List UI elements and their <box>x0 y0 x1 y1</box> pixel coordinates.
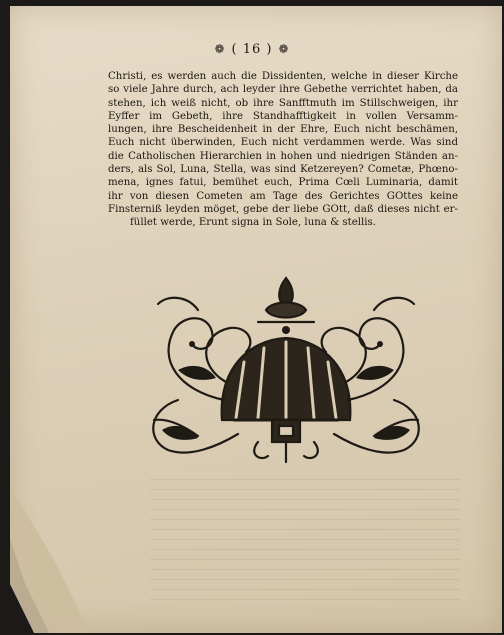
right-ornament-icon: ❁ <box>278 42 290 56</box>
text-line: Christi, es werden auch die Dissidenten, welche in dieser Kirche <box>108 71 458 82</box>
shell-ornament-icon <box>138 270 434 465</box>
text-line: Finsterniß leyden möget, gebe der liebe GOtt, daß dieses nicht er- <box>108 203 458 215</box>
body-text <box>108 70 458 230</box>
page-number: ( 16 ) <box>231 42 273 57</box>
text-line: stehen, ich weiß nicht, ob ihre Sanfftmuth im Stillschweigen, ihr <box>108 97 458 109</box>
bleed-through-text <box>150 470 460 600</box>
text-line: ders, als Sol, Luna, Stella, was sind Ketzereyen? Cometæ, Phœno- <box>108 164 458 176</box>
left-ornament-icon: ❁ <box>214 42 226 56</box>
text-line: ihr von diesen Cometen am Tage des Gerichtes GOttes keine <box>108 190 458 202</box>
text-line: so viele Jahre durch, ach leyder ihre Gebethe verrichtet haben, da <box>108 84 458 96</box>
text-line: Eyffer im Gebeth, ihre Standhafftigkeit in vollen Versamm- <box>108 110 458 122</box>
page-header <box>0 42 504 57</box>
text-line: mena, ignes fatui, bemühet euch, Prima Cœli Luminaria, damit <box>108 177 458 189</box>
text-line: füllet werde, Erunt signa in Sole, luna & stellis. <box>130 217 377 229</box>
text-line: Euch nicht überwinden, Euch nicht verdammen werde. Was sind <box>108 137 458 149</box>
text-line: die Catholischen Hierarchien in hohen und niedrigen Ständen an- <box>108 150 458 162</box>
text-line: lungen, ihre Bescheidenheit in der Ehre, Euch nicht beschämen, <box>108 124 458 136</box>
